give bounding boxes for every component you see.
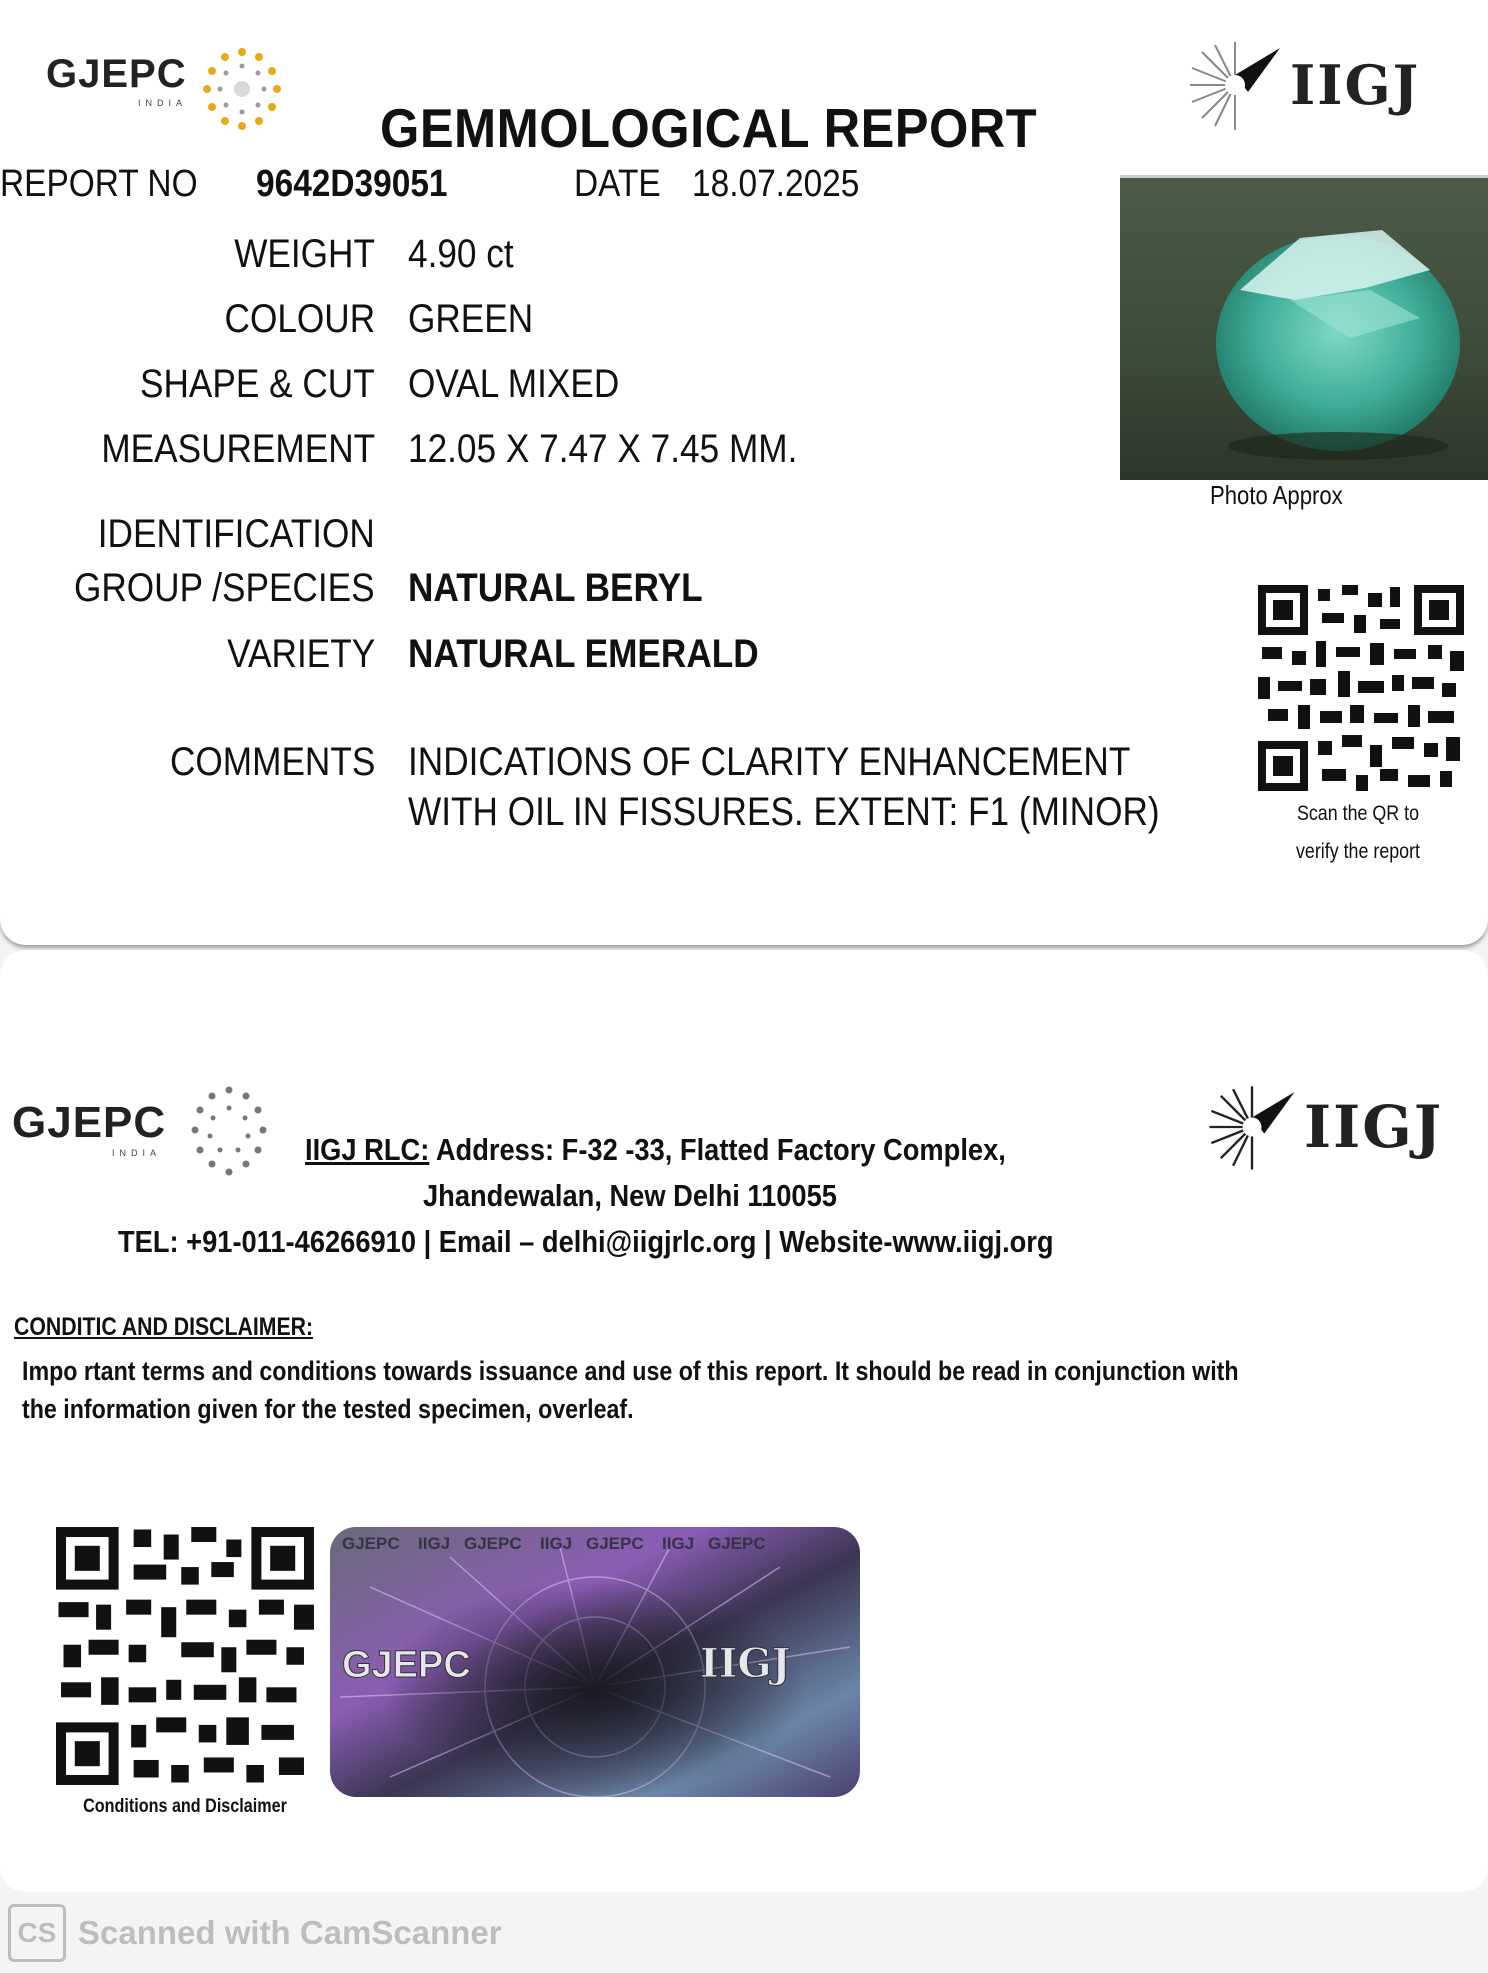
group-species-value: NATURAL BERYL [408,566,703,610]
report-front-card [0,0,1488,945]
camscanner-icon: CS [8,1904,66,1962]
hologram-text-6: IIGJ [662,1534,695,1553]
hologram-text-1: GJEPC [342,1534,400,1553]
back-gjepc-logo-text: GJEPC [12,1098,167,1147]
gjepc-logo-text: GJEPC [46,52,187,96]
identification-label: IDENTIFICATION [97,512,375,556]
comments-line-1: INDICATIONS OF CLARITY ENHANCEMENT [408,740,1131,784]
address-line-2: Jhandewalan, New Delhi 110055 [423,1178,837,1213]
back-iigj-logo [1200,1075,1443,1179]
camscanner-watermark [8,1904,502,1962]
verify-qr-caption [1256,795,1460,871]
hologram-iigj-text: IIGJ [700,1640,791,1687]
measurement-label: MEASUREMENT [101,427,375,471]
gem-photo [1120,175,1488,480]
report-date: 18.07.2025 [692,163,860,205]
gjepc-logo [46,52,287,134]
hologram-sticker [330,1527,860,1797]
emerald-image [1120,178,1488,480]
weight-value: 4.90 ct [408,232,514,276]
camscanner-text: Scanned with CamScanner [78,1914,502,1951]
iigj-logo [1180,30,1420,140]
variety-label: VARIETY [226,632,375,676]
hologram-text-4: IIGJ [540,1534,573,1553]
weight-label: WEIGHT [234,232,375,276]
colour-label: COLOUR [224,297,375,341]
conditions-text [22,1352,1415,1428]
contact-line: TEL: +91-011-46266910 | Email – delhi@iigjrlc.org | Website-www.iigj.org [118,1224,1054,1259]
measurement-value: 12.05 X 7.47 X 7.45 MM. [408,427,798,471]
shape-cut-label: SHAPE & CUT [140,362,375,406]
conditions-qr-code[interactable] [56,1527,314,1785]
address-text: Address: F-32 -33, Flatted Factory Complex, [429,1132,1006,1167]
verify-qr-caption-line-2: verify the report [1295,840,1421,863]
hologram-text-3: GJEPC [464,1534,522,1553]
back-iigj-burst-icon [1200,1075,1304,1179]
hologram-text-5: GJEPC [586,1534,644,1553]
back-sunburst-icon [188,1084,270,1178]
conditions-heading: CONDITIC AND DISCLAIMER: [14,1313,314,1341]
hologram-text-2: IIGJ [418,1534,451,1553]
back-gjepc-logo-country: INDIA [112,1148,162,1158]
verify-qr-code[interactable] [1258,585,1464,791]
address-prefix: IIGJ RLC: [305,1132,430,1167]
iigj-logo-text: IIGJ [1290,53,1421,117]
date-label: DATE [574,163,661,205]
conditions-line-2: the information given for the tested specimen, overleaf. [22,1394,634,1424]
report-title: GEMMOLOGICAL REPORT [380,97,1038,159]
photo-caption: Photo Approx [1210,480,1343,510]
conditions-line-1: Impo rtant terms and conditions towards issuance and use of this report. It should be read in conjunction with [22,1356,1239,1386]
gjepc-logo-country: INDIA [138,98,188,108]
hologram-image [330,1527,860,1797]
conditions-qr-caption: Conditions and Disclaimer [83,1796,287,1817]
comments-label: COMMENTS [169,740,375,784]
group-species-label: GROUP /SPECIES [74,566,375,610]
hologram-text-7: GJEPC [708,1534,766,1553]
iigj-burst-icon [1180,30,1290,140]
report-number-label: REPORT NO [0,163,198,205]
verify-qr-caption-line-1: Scan the QR to [1296,802,1420,825]
comments-line-2: WITH OIL IN FISSURES. EXTENT: F1 (MINOR) [408,790,1160,834]
report-number: 9642D39051 [256,163,448,205]
variety-value: NATURAL EMERALD [408,632,759,676]
back-gjepc-logo [12,1098,270,1178]
back-iigj-logo-text: IIGJ [1304,1093,1444,1161]
address-line-1 [305,1132,1006,1168]
shape-cut-value: OVAL MIXED [408,362,620,406]
sunburst-icon [197,44,287,134]
colour-value: GREEN [408,297,534,341]
hologram-gjepc-text: GJEPC [342,1644,471,1686]
